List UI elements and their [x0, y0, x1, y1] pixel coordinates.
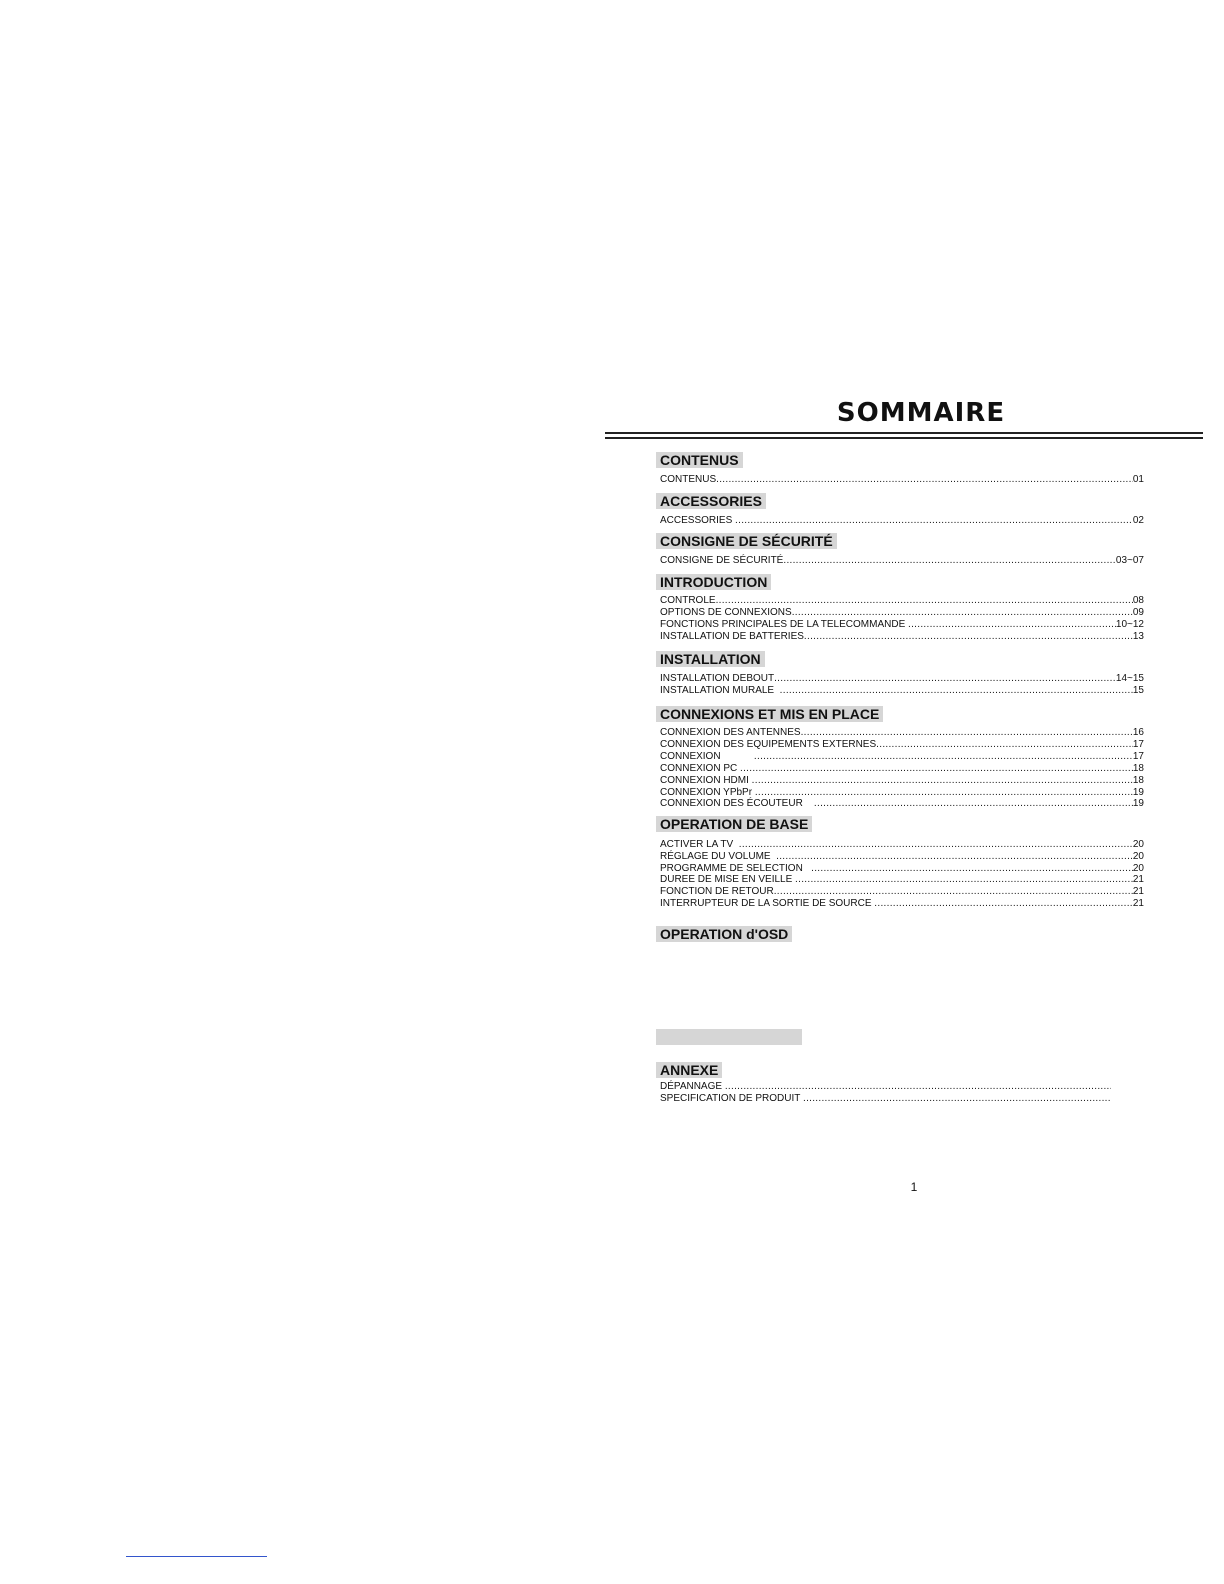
toc-entry-page: 03~07 [1115, 555, 1144, 566]
toc-entry-page: 14~15 [1115, 673, 1144, 684]
section-heading-introduction: INTRODUCTION [656, 574, 771, 590]
toc-entry [660, 727, 1144, 738]
toc-entry-label: SPECIFICATION DE PRODUIT [660, 1093, 803, 1104]
toc-entry-label: DUREE DE MISE EN VEILLE [660, 874, 796, 885]
toc-entry-label: CONNEXION DES ANTENNES [660, 727, 801, 738]
page-title: SOMMAIRE [836, 398, 1006, 428]
toc-entry-page: 20 [1132, 851, 1144, 862]
toc-entry-page: 17 [1132, 739, 1144, 750]
toc-entry-label: CONNEXION PC [660, 763, 741, 774]
section-heading-installation: INSTALLATION [656, 651, 765, 667]
section-heading-annexe: ANNEXE [656, 1062, 722, 1078]
toc-entry [660, 515, 1144, 526]
toc-entry-page: 15 [1132, 685, 1144, 696]
section-heading-accessories: ACCESSORIES [656, 493, 766, 509]
toc-entry [660, 751, 1144, 762]
toc-entry-label: DÉPANNAGE [660, 1081, 725, 1092]
toc-entry [660, 763, 1144, 774]
section-heading-consigne: CONSIGNE DE SÉCURITÉ [656, 533, 837, 549]
blank-heading-bar [656, 1029, 802, 1045]
section-heading-operation-osd: OPERATION d'OSD [656, 926, 792, 942]
toc-entry [660, 775, 1144, 786]
toc-entry [660, 787, 1144, 798]
toc-entry [660, 595, 1144, 606]
toc-entry [660, 1081, 1111, 1092]
toc-entry-page: 21 [1132, 886, 1144, 897]
page-number: 1 [910, 1180, 918, 1194]
toc-entry-page: 20 [1132, 863, 1144, 874]
toc-entry-page: 21 [1132, 874, 1144, 885]
section-heading-connexions: CONNEXIONS ET MIS EN PLACE [656, 706, 883, 722]
toc-entry [660, 631, 1144, 642]
toc-entry-label: RÉGLAGE DU VOLUME [660, 851, 777, 862]
toc-entry [660, 555, 1144, 566]
toc-entry-label: ACTIVER LA TV [660, 839, 739, 850]
toc-entry-label: FONCTIONS PRINCIPALES DE LA TELECOMMANDE [660, 619, 909, 630]
toc-entry-page: 02 [1132, 515, 1144, 526]
toc-entry [660, 874, 1144, 885]
toc-entry [660, 851, 1144, 862]
toc-entry [660, 474, 1144, 485]
toc-entry-label: CONNEXION YPbPr [660, 787, 755, 798]
section-heading-contenus: CONTENUS [656, 452, 743, 468]
toc-entry [660, 739, 1144, 750]
footer-link-line [126, 1556, 267, 1557]
toc-entry-page: 08 [1132, 595, 1144, 606]
toc-entry [660, 1093, 1111, 1104]
toc-entry-page: 01 [1132, 474, 1144, 485]
toc-entry [660, 886, 1144, 897]
toc-entry-label: CONNEXION [660, 751, 754, 762]
toc-entry [660, 898, 1144, 909]
toc-entry-label: INTERRUPTEUR DE LA SORTIE DE SOURCE [660, 898, 875, 909]
toc-entry [660, 863, 1144, 874]
toc-entry-label: CONNEXION HDMI [660, 775, 752, 786]
toc-entry [660, 673, 1144, 684]
toc-entry [660, 607, 1144, 618]
toc-entry-label: INSTALLATION MURALE [660, 685, 780, 696]
toc-entry-page: 10~12 [1115, 619, 1144, 630]
section-heading-operation-base: OPERATION DE BASE [656, 816, 812, 832]
toc-entry-label: CONSIGNE DE SÉCURITÉ [660, 555, 784, 566]
toc-entry-label: INSTALLATION DE BATTERIES [660, 631, 804, 642]
toc-entry-page: 18 [1132, 763, 1144, 774]
toc-entry-label: INSTALLATION DEBOUT [660, 673, 775, 684]
toc-entry-page: 16 [1132, 727, 1144, 738]
toc-entry-label: FONCTION DE RETOUR [660, 886, 774, 897]
toc-entry-label: CONTENUS [660, 474, 717, 485]
toc-entry-label: CONNEXION DES EQUIPEMENTS EXTERNES [660, 739, 877, 750]
toc-entry-page: 18 [1132, 775, 1144, 786]
toc-entry-page: 09 [1132, 607, 1144, 618]
toc-entry [660, 839, 1144, 850]
title-rule-bottom [605, 437, 1203, 439]
title-rule-top [605, 432, 1203, 434]
toc-entry-label: CONTROLE [660, 595, 716, 606]
toc-entry-page: 19 [1132, 787, 1144, 798]
toc-entry-label: PROGRAMME DE SELECTION [660, 863, 812, 874]
toc-entry [660, 619, 1144, 630]
toc-entry-label: OPTIONS DE CONNEXIONS [660, 607, 792, 618]
toc-entry-label: CONNEXION DES ÉCOUTEUR [660, 798, 814, 809]
toc-entry-page: 19 [1132, 798, 1144, 809]
toc-entry-page: 21 [1132, 898, 1144, 909]
toc-entry [660, 798, 1144, 809]
toc-entry-page: 17 [1132, 751, 1144, 762]
toc-entry-label: ACCESSORIES [660, 515, 736, 526]
toc-entry [660, 685, 1144, 696]
toc-entry-page: 13 [1132, 631, 1144, 642]
toc-entry-page: 20 [1132, 839, 1144, 850]
